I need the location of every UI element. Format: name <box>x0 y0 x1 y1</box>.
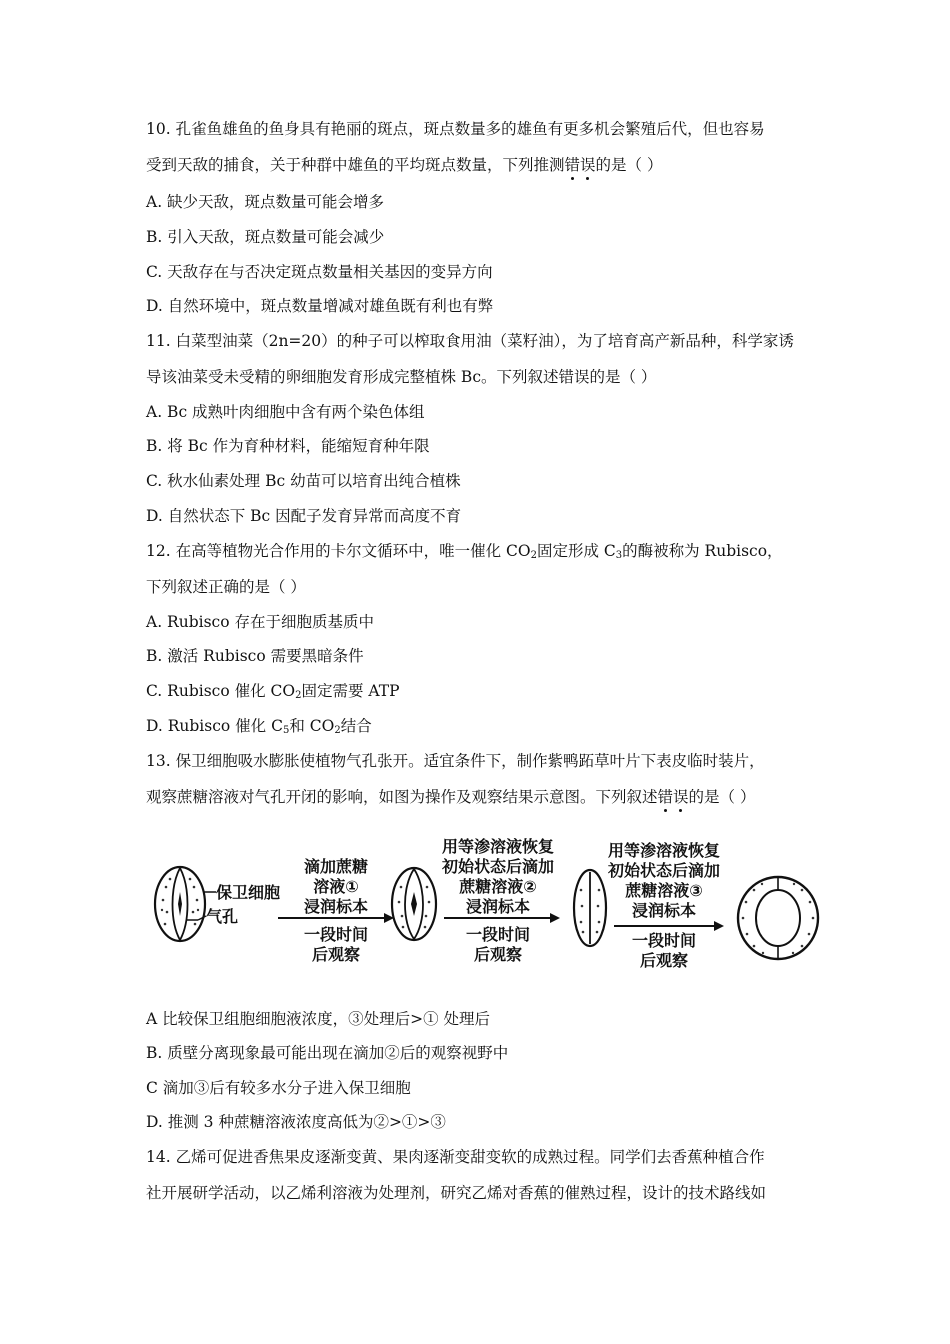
step1-text: 溶液① <box>313 877 359 896</box>
step3-text: 用等渗溶液恢复 <box>607 841 721 860</box>
emphasis-char: 误 <box>580 156 596 174</box>
subscript: 2 <box>295 690 302 701</box>
subscript: 2 <box>334 725 341 736</box>
q12-option-b: B. 激活 Rubisco 需要黑暗条件 <box>146 647 364 665</box>
q11-option-b: B. 将 Bc 作为育种材料，能缩短育种年限 <box>146 437 430 455</box>
q11-stem-line2: 导该油菜受未受精的卵细胞发育形成完整植株 Bc。下列叙述错误的是（ ） <box>146 368 657 386</box>
q12-stem-text: 的酶被称为 Rubisco， <box>622 542 783 560</box>
step1-text: 滴加蔗糖 <box>303 857 369 876</box>
q12-option-c-text: 固定需要 ATP <box>301 682 400 700</box>
step2-text: 蔗糖溶液② <box>459 877 537 896</box>
q13-option-d: D. 推测 3 种蔗糖溶液浓度高低为②>①>③ <box>146 1113 446 1131</box>
subscript: 5 <box>282 725 290 736</box>
q13-stem-text: 的是（ ） <box>688 788 756 806</box>
subscript: 2 <box>530 550 537 561</box>
step2-text: 一段时间 <box>465 925 531 944</box>
q11-option-d: D. 自然状态下 Bc 因配子发育异常而高度不育 <box>146 507 462 525</box>
guard-cell-pair-after-solution-1 <box>392 868 436 940</box>
q12-stem-line1 <box>146 541 840 561</box>
emphasis-char: 错 <box>564 156 581 174</box>
q13-stem-line2 <box>146 787 840 807</box>
step3-text: 后观察 <box>639 951 689 970</box>
q10-stem-text: 的是（ ） <box>595 156 663 174</box>
q10-stem-line1: 10. 孔雀鱼雄鱼的鱼身具有艳丽的斑点，斑点数量多的雄鱼有更多机会繁殖后代，但也容易 <box>146 120 765 138</box>
q12-option-a: A. Rubisco 存在于细胞质基质中 <box>146 613 374 631</box>
step1-text: 后观察 <box>311 945 361 964</box>
label-guard-cell: 保卫细胞 <box>216 883 281 902</box>
q12-option-c <box>146 681 840 701</box>
step1-text: 一段时间 <box>303 925 369 944</box>
step3-text: 初始状态后滴加 <box>607 861 721 880</box>
step1-text: 浸润标本 <box>303 897 369 916</box>
guard-cell-pair-after-solution-2 <box>574 870 606 946</box>
q13-stem-text: 观察蔗糖溶液对气孔开闭的影响，如图为操作及观察结果示意图。下列叙述 <box>146 788 658 806</box>
guard-cell-pair-initial <box>155 867 205 941</box>
q11-option-c: C. 秋水仙素处理 Bc 幼苗可以培育出纯合植株 <box>146 472 461 490</box>
q10-stem-line2 <box>146 155 840 175</box>
q14-stem-line2: 社开展研学活动，以乙烯利溶液为处理剂，研究乙烯对香蕉的催熟过程，设计的技术路线如 <box>146 1184 767 1202</box>
q13-option-c: C 滴加③后有较多水分子进入保卫细胞 <box>146 1079 411 1097</box>
q12-stem-text: 12. 在高等植物光合作用的卡尔文循环中，唯一催化 CO <box>146 542 531 560</box>
step3-text: 蔗糖溶液③ <box>625 881 703 900</box>
q14-stem-line1: 14. 乙烯可促进香焦果皮逐渐变黄、果肉逐渐变甜变软的成熟过程。同学们去香蕉种植合作 <box>146 1148 765 1166</box>
step2-text: 后观察 <box>473 945 523 964</box>
q10-option-b: B. 引入天敌，斑点数量可能会减少 <box>146 228 385 246</box>
q12-stem-text: 固定形成 C <box>536 542 616 560</box>
subscript: 3 <box>615 550 623 561</box>
guard-cell-pair-after-solution-3 <box>738 877 818 959</box>
stomata-diagram <box>140 832 830 982</box>
q10-option-c: C. 天敌存在与否决定斑点数量相关基因的变异方向 <box>146 263 493 281</box>
q11-option-a: A. Bc 成熟叶肉细胞中含有两个染色体组 <box>146 403 425 421</box>
q12-option-d-text: D. Rubisco 催化 C <box>146 717 283 735</box>
q10-option-a: A. 缺少天敌，斑点数量可能会增多 <box>146 193 385 211</box>
q12-option-d-text: 结合 <box>340 717 372 735</box>
label-stoma: 气孔 <box>206 907 239 926</box>
q11-stem-line1: 11. 白菜型油菜（2n=20）的种子可以榨取食用油（菜籽油），为了培育高产新品种，科学家诱 <box>146 332 794 350</box>
step3-text: 一段时间 <box>631 931 697 950</box>
step2-text: 用等渗溶液恢复 <box>441 837 555 856</box>
q12-option-d <box>146 716 840 736</box>
emphasis-char: 误 <box>673 788 689 806</box>
stomata-experiment-figure <box>140 832 830 982</box>
step2-text: 初始状态后滴加 <box>441 857 555 876</box>
q13-option-b: B. 质壁分离现象最可能出现在滴加②后的观察视野中 <box>146 1044 509 1062</box>
step3-text: 浸润标本 <box>631 901 697 920</box>
emphasis-char: 错 <box>657 788 674 806</box>
q13-stem-line1: 13. 保卫细胞吸水膨胀使植物气孔张开。适宜条件下，制作紫鸭跖草叶片下表皮临时装片， <box>146 752 765 770</box>
step2-text: 浸润标本 <box>465 897 531 916</box>
q10-option-d: D. 自然环境中，斑点数量增减对雄鱼既有利也有弊 <box>146 297 494 315</box>
q12-option-d-text: 和 CO <box>289 717 335 735</box>
q10-stem-text: 受到天敌的捕食，关于种群中雄鱼的平均斑点数量，下列推测 <box>146 156 565 174</box>
q12-option-c-text: C. Rubisco 催化 CO <box>146 682 296 700</box>
q13-option-a: A 比较保卫组胞细胞液浓度，③处理后>① 处理后 <box>146 1010 491 1028</box>
q12-stem-line2: 下列叙述正确的是（ ） <box>146 578 306 596</box>
